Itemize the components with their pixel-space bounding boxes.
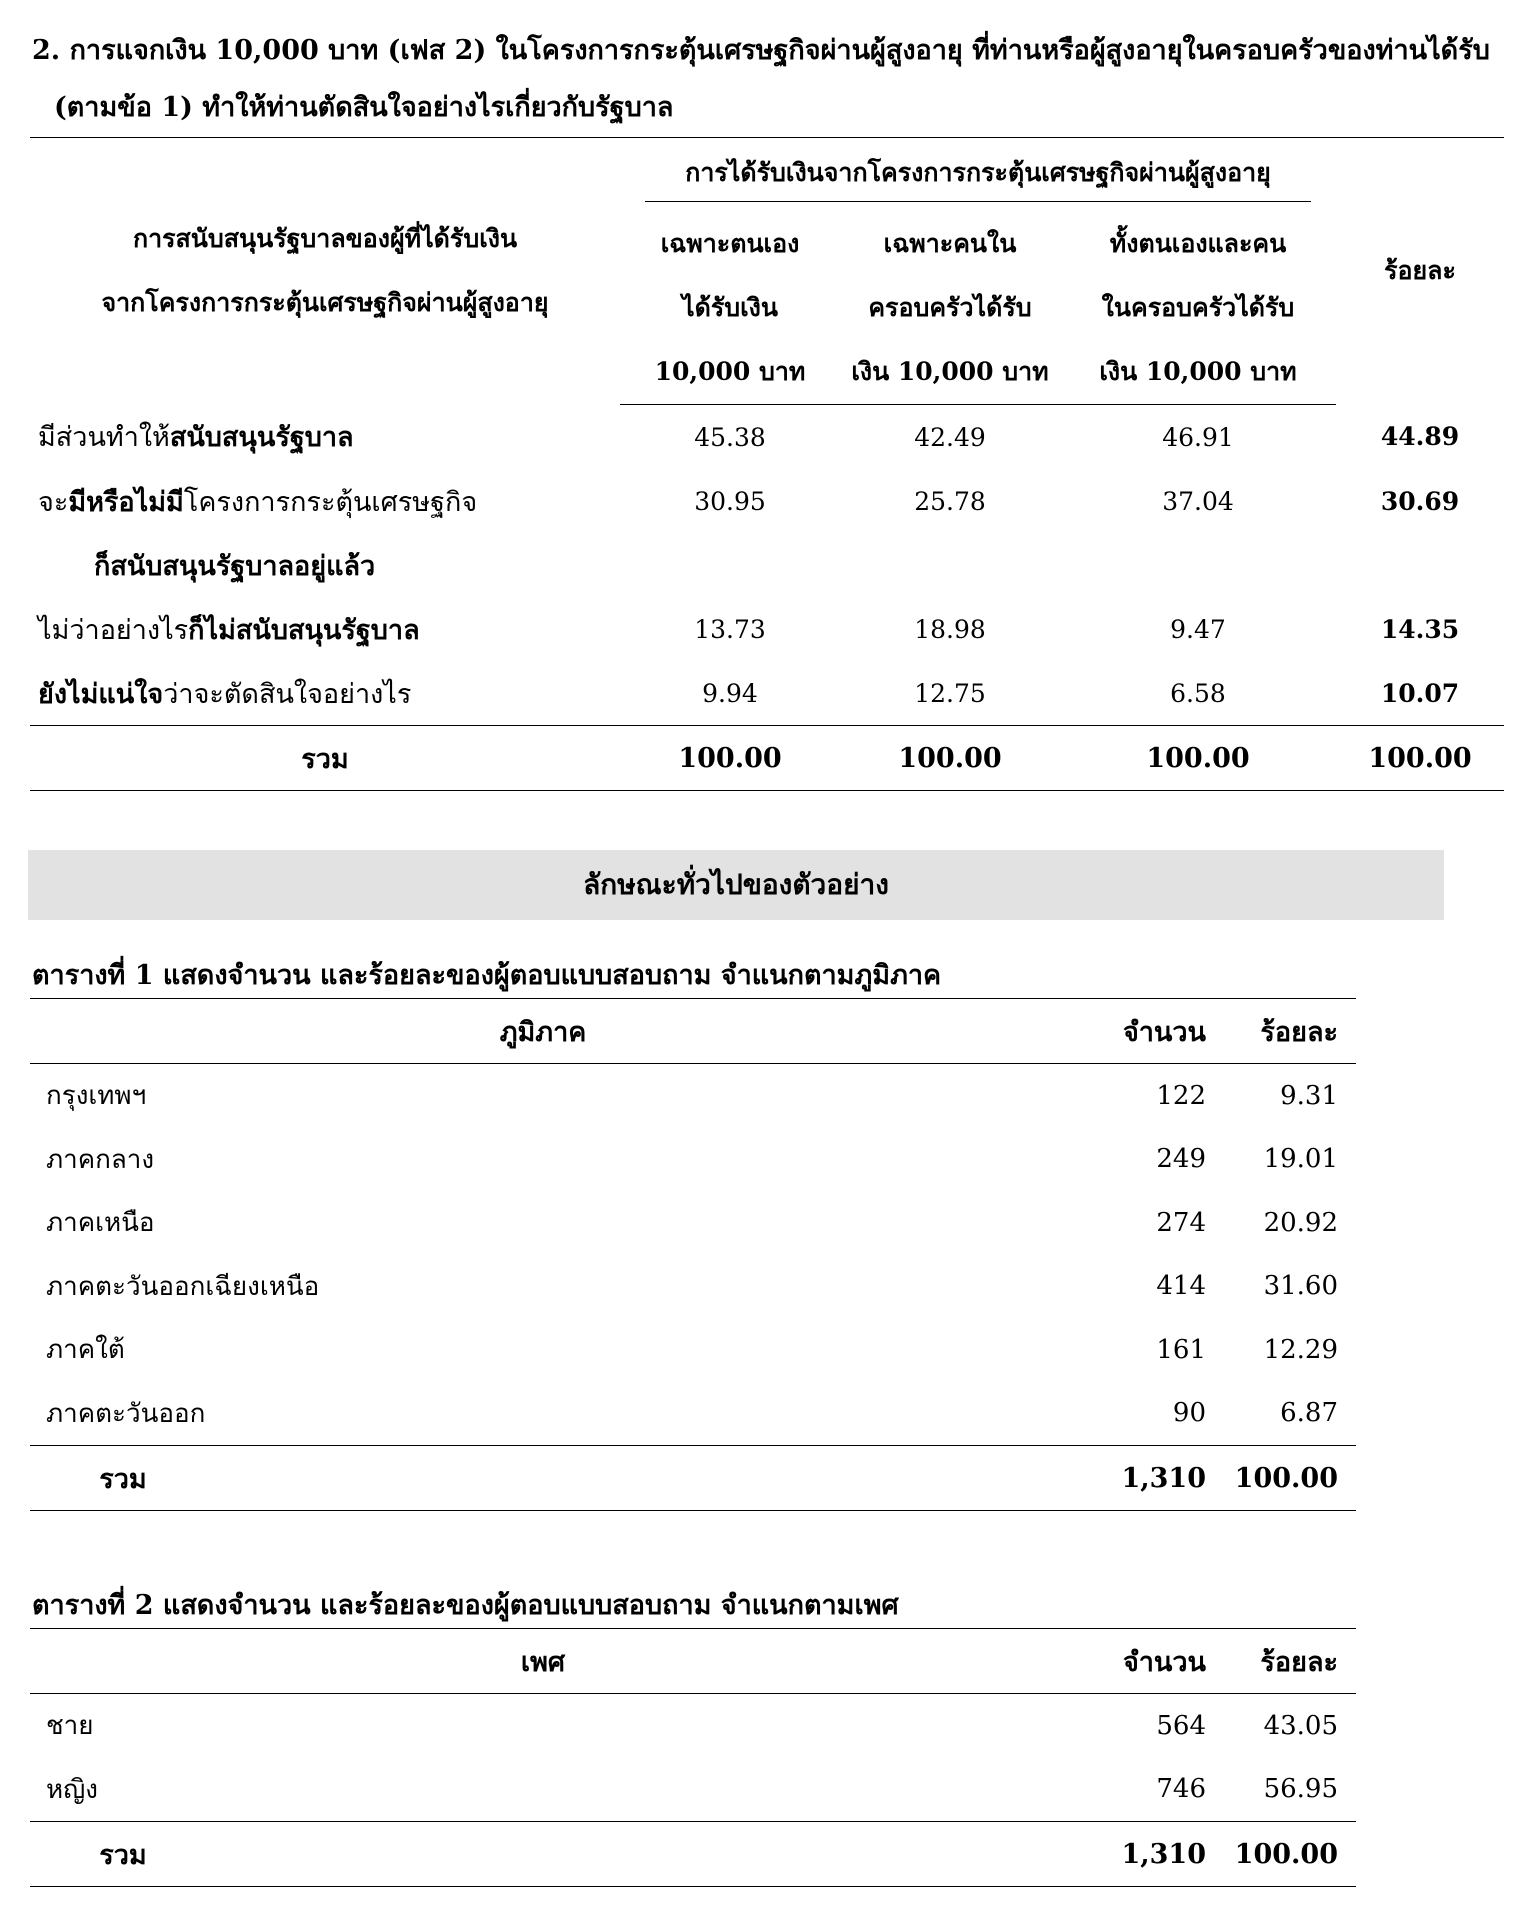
header-count: จำนวน <box>1056 1629 1212 1694</box>
sum-value: 100.00 <box>1060 726 1336 791</box>
sum-count: 1,310 <box>1056 1822 1212 1887</box>
table-row: ภาคกลาง 249 19.01 <box>46 1144 1338 1175</box>
question-line-1: 2. การแจกเงิน 10,000 บาท (เฟส 2) ในโครงการกระตุ้นเศรษฐกิจผ่านผู้สูงอายุ ที่ท่านหรือผู้สูงอายุในครอบครัวของท่านได้รับ <box>32 35 1490 66</box>
row-header: การสนับสนุนรัฐบาลของผู้ที่ได้รับเงิน จากโครงการกระตุ้นเศรษฐกิจผ่านผู้สูงอายุ <box>101 224 549 318</box>
table-row: ภาคใต้ 161 12.29 <box>46 1334 1338 1366</box>
group-header: การได้รับเงินจากโครงการกระตุ้นเศรษฐกิจผ่านผู้สูงอายุ <box>620 138 1336 209</box>
header-percent: ร้อยละ <box>1212 1629 1356 1694</box>
table-row: กรุงเทพฯ 122 9.31 <box>46 1080 1338 1112</box>
sum-row <box>30 1446 1356 1511</box>
table-row <box>30 661 1504 726</box>
sum-row <box>30 726 1504 791</box>
table-row <box>30 469 1504 533</box>
sum-value: 100.00 <box>620 726 840 791</box>
row-label: ไม่ว่าอย่างไรก็ไม่สนับสนุนรัฐบาล <box>38 614 420 646</box>
main-results-table <box>30 137 1504 791</box>
cell-value: 25.78 <box>914 486 986 516</box>
cell-value: 13.73 <box>694 614 766 644</box>
cell-total: 30.69 <box>1380 486 1460 516</box>
header-count: จำนวน <box>1056 999 1212 1064</box>
cell-value: 42.49 <box>914 422 986 452</box>
cell-total: 44.89 <box>1380 422 1460 452</box>
table-row: หญิง 746 56.95 <box>46 1774 1338 1805</box>
table2-caption: ตารางที่ 2 แสดงจำนวน และร้อยละของผู้ตอบแบบสอบถาม จำแนกตามเพศ <box>32 1590 899 1621</box>
cell-value: 18.98 <box>914 614 986 644</box>
gender-table <box>30 1628 1356 1887</box>
cell-value: 37.04 <box>1162 486 1234 516</box>
cell-value: 46.91 <box>1162 422 1234 452</box>
sum-percent: 100.00 <box>1212 1446 1356 1511</box>
table-row-continuation <box>30 533 1504 597</box>
sum-row <box>30 1822 1356 1887</box>
sum-count: 1,310 <box>1056 1446 1212 1511</box>
cell-value: 30.95 <box>694 486 766 516</box>
row-label: มีส่วนทำให้สนับสนุนรัฐบาล <box>38 422 354 454</box>
sum-label: รวม <box>99 1839 147 1871</box>
header-gender: เพศ <box>30 1629 1056 1694</box>
table-row <box>30 405 1504 470</box>
sum-percent: 100.00 <box>1212 1822 1356 1887</box>
sum-total: 100.00 <box>1336 726 1504 791</box>
cell-value: 9.94 <box>702 678 758 708</box>
column-header-self: เฉพาะตนเอง ได้รับเงิน 10,000 บาท <box>620 208 840 405</box>
cell-value: 6.58 <box>1170 678 1226 708</box>
row-label: จะมีหรือไม่มีโครงการกระตุ้นเศรษฐกิจ <box>38 486 478 518</box>
question-line-2: (ตามข้อ 1) ทำให้ท่านตัดสินใจอย่างไรเกี่ยวกับรัฐบาล <box>54 92 674 123</box>
table-row: ภาคตะวันออก 90 6.87 <box>46 1398 1338 1429</box>
table-row: ชาย 564 43.05 <box>46 1710 1338 1742</box>
table1-caption: ตารางที่ 1 แสดงจำนวน และร้อยละของผู้ตอบแบบสอบถาม จำแนกตามภูมิภาค <box>32 960 942 991</box>
region-table <box>30 998 1356 1511</box>
column-header-family: เฉพาะคนใน ครอบครัวได้รับ เงิน 10,000 บาท <box>840 208 1060 405</box>
header-percent: ร้อยละ <box>1212 999 1356 1064</box>
cell-value: 45.38 <box>694 422 766 452</box>
cell-value: 9.47 <box>1170 614 1226 644</box>
row-label-continuation: ก็สนับสนุนรัฐบาลอยู่แล้ว <box>94 550 376 582</box>
sum-label: รวม <box>30 726 620 791</box>
row-label: ยังไม่แน่ใจว่าจะตัดสินใจอย่างไร <box>38 678 412 710</box>
sum-label: รวม <box>99 1463 147 1495</box>
header-region: ภูมิภาค <box>30 999 1056 1064</box>
question-title <box>32 22 1502 136</box>
table-row: ภาคเหนือ 274 20.92 <box>46 1207 1338 1239</box>
cell-total: 14.35 <box>1380 614 1460 644</box>
percent-header: ร้อยละ <box>1384 256 1456 286</box>
section-title: ลักษณะทั่วไปของตัวอย่าง <box>28 850 1444 920</box>
table-row: ภาคตะวันออกเฉียงเหนือ 414 31.60 <box>46 1271 1338 1302</box>
sum-value: 100.00 <box>840 726 1060 791</box>
column-header-both: ทั้งตนเองและคน ในครอบครัวได้รับ เงิน 10,000 บาท <box>1060 208 1336 405</box>
cell-value: 12.75 <box>914 678 986 708</box>
cell-total: 10.07 <box>1380 678 1460 708</box>
table-row <box>30 597 1504 661</box>
